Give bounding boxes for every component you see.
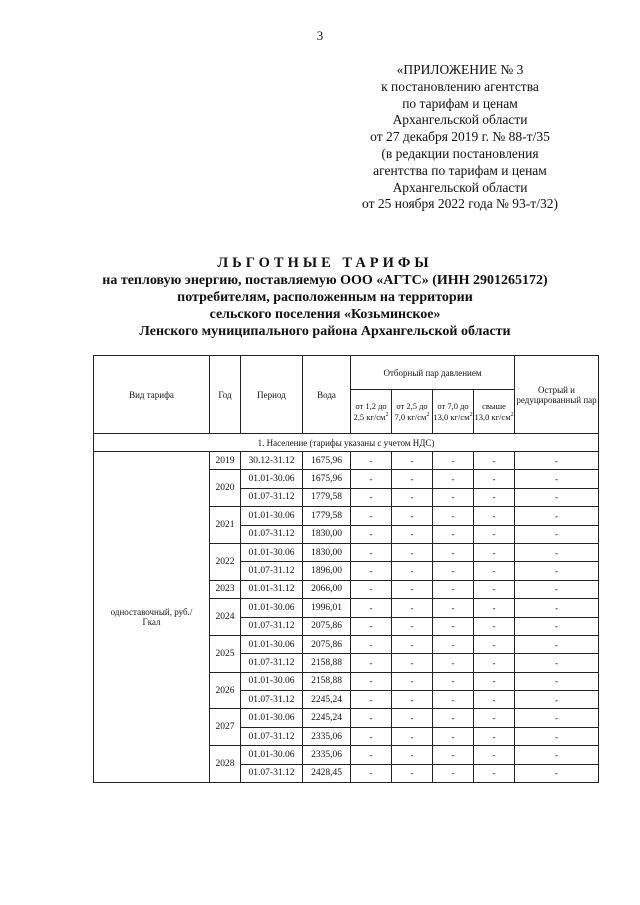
- year-cell: 2026: [210, 672, 241, 709]
- steam-value-cell: -: [433, 635, 474, 653]
- steam-value-cell: -: [433, 654, 474, 672]
- steam-value-cell: -: [392, 562, 433, 580]
- steam-value-cell: -: [474, 580, 515, 598]
- water-cell: 2245,24: [303, 709, 351, 727]
- acute-steam-value-cell: -: [515, 470, 599, 488]
- steam-value-cell: -: [474, 764, 515, 782]
- period-cell: 01.07-31.12: [241, 764, 303, 782]
- steam-value-cell: -: [351, 525, 392, 543]
- steam-value-cell: -: [351, 635, 392, 653]
- steam-value-cell: -: [433, 470, 474, 488]
- section-title: 1. Население (тарифы указаны с учетом НДС): [94, 434, 599, 452]
- steam-value-cell: -: [351, 617, 392, 635]
- steam-value-cell: -: [433, 488, 474, 506]
- acute-steam-value-cell: -: [515, 580, 599, 598]
- water-cell: 2335,06: [303, 746, 351, 764]
- steam-value-cell: -: [392, 635, 433, 653]
- steam-value-cell: -: [474, 507, 515, 525]
- steam-value-cell: -: [433, 709, 474, 727]
- steam-value-cell: -: [392, 764, 433, 782]
- appendix-line: «ПРИЛОЖЕНИЕ № 3: [396, 62, 524, 77]
- water-cell: 2158,88: [303, 654, 351, 672]
- period-cell: 01.07-31.12: [241, 562, 303, 580]
- header-steam-col: от 7,0 до 13,0 $кг/см^2$: [433, 390, 474, 434]
- steam-value-cell: -: [392, 452, 433, 470]
- steam-value-cell: -: [392, 617, 433, 635]
- steam-value-cell: -: [351, 746, 392, 764]
- appendix-line: от 27 декабря 2019 г. № 88-т/35: [370, 129, 550, 145]
- acute-steam-value-cell: -: [515, 452, 599, 470]
- period-cell: 01.07-31.12: [241, 691, 303, 709]
- acute-steam-value-cell: -: [515, 691, 599, 709]
- steam-value-cell: -: [392, 599, 433, 617]
- water-cell: 2075,86: [303, 635, 351, 653]
- year-cell: 2024: [210, 599, 241, 636]
- period-cell: 01.01-30.06: [241, 746, 303, 764]
- water-cell: 1830,00: [303, 543, 351, 561]
- period-cell: 01.01-30.06: [241, 543, 303, 561]
- steam-value-cell: -: [392, 580, 433, 598]
- steam-value-cell: -: [351, 507, 392, 525]
- period-cell: 01.07-31.12: [241, 727, 303, 745]
- steam-value-cell: -: [474, 543, 515, 561]
- steam-value-cell: -: [474, 599, 515, 617]
- steam-value-cell: -: [351, 727, 392, 745]
- steam-value-cell: -: [392, 709, 433, 727]
- header-steam-col: свыше 13,0 $кг/см^2$: [474, 390, 515, 434]
- header-year: Год: [210, 356, 241, 434]
- steam-value-cell: -: [392, 746, 433, 764]
- appendix-header: [340, 62, 580, 213]
- acute-steam-value-cell: -: [515, 562, 599, 580]
- page-number: 3: [316, 28, 324, 43]
- steam-value-cell: -: [433, 507, 474, 525]
- period-cell: 01.07-31.12: [241, 488, 303, 506]
- water-cell: 2075,86: [303, 617, 351, 635]
- steam-value-cell: -: [351, 709, 392, 727]
- steam-value-cell: -: [474, 562, 515, 580]
- steam-value-cell: -: [351, 470, 392, 488]
- main-title: ЛЬГОТНЫЕ ТАРИФЫ: [217, 255, 433, 271]
- water-cell: 2335,06: [303, 727, 351, 745]
- steam-value-cell: -: [474, 525, 515, 543]
- title-line: потребителям, расположенным на территории: [177, 290, 473, 305]
- acute-steam-value-cell: -: [515, 599, 599, 617]
- steam-value-cell: -: [392, 488, 433, 506]
- steam-value-cell: -: [351, 691, 392, 709]
- year-cell: 2021: [210, 507, 241, 544]
- steam-value-cell: -: [474, 672, 515, 690]
- steam-value-cell: -: [474, 691, 515, 709]
- steam-value-cell: -: [392, 507, 433, 525]
- steam-value-cell: -: [433, 525, 474, 543]
- steam-value-cell: -: [392, 543, 433, 561]
- period-cell: 01.07-31.12: [241, 525, 303, 543]
- water-cell: 1830,00: [303, 525, 351, 543]
- period-cell: 01.01-30.06: [241, 672, 303, 690]
- water-cell: 2245,24: [303, 691, 351, 709]
- water-cell: 2428,45: [303, 764, 351, 782]
- steam-value-cell: -: [433, 543, 474, 561]
- steam-value-cell: -: [351, 488, 392, 506]
- steam-value-cell: -: [351, 580, 392, 598]
- steam-value-cell: -: [474, 617, 515, 635]
- year-cell: 2022: [210, 543, 241, 580]
- header-water: Вода: [303, 356, 351, 434]
- period-cell: 30.12-31.12: [241, 452, 303, 470]
- steam-value-cell: -: [433, 764, 474, 782]
- steam-value-cell: -: [474, 452, 515, 470]
- steam-value-cell: -: [474, 635, 515, 653]
- title-line: на тепловую энергию, поставляемую ООО «АГТС» (ИНН 2901265172): [102, 273, 548, 288]
- appendix-line: Архангельской области: [392, 179, 528, 195]
- period-cell: 01.01-30.06: [241, 599, 303, 617]
- water-cell: 1996,01: [303, 599, 351, 617]
- steam-value-cell: -: [474, 654, 515, 672]
- period-cell: 01.07-31.12: [241, 654, 303, 672]
- water-cell: 2066,00: [303, 580, 351, 598]
- acute-steam-value-cell: -: [515, 507, 599, 525]
- steam-value-cell: -: [474, 470, 515, 488]
- acute-steam-value-cell: -: [515, 617, 599, 635]
- water-cell: 1896,00: [303, 562, 351, 580]
- appendix-line: от 25 ноября 2022 года № 93-т/32): [362, 196, 558, 212]
- appendix-line: по тарифам и ценам: [402, 95, 518, 111]
- year-cell: 2019: [210, 452, 241, 470]
- water-cell: 1675,96: [303, 452, 351, 470]
- steam-value-cell: -: [433, 452, 474, 470]
- steam-value-cell: -: [351, 562, 392, 580]
- header-steam-group: Отборный пар давлением: [351, 356, 515, 390]
- steam-value-cell: -: [351, 764, 392, 782]
- water-cell: 2158,88: [303, 672, 351, 690]
- steam-value-cell: -: [433, 727, 474, 745]
- water-cell: 1779,58: [303, 507, 351, 525]
- water-cell: 1779,58: [303, 488, 351, 506]
- title-line: Ленского муниципального района Архангельской области: [139, 324, 511, 339]
- steam-value-cell: -: [474, 746, 515, 764]
- steam-value-cell: -: [351, 543, 392, 561]
- water-cell: 1675,96: [303, 470, 351, 488]
- title-line: сельского поселения «Козьминское»: [209, 307, 441, 322]
- steam-value-cell: -: [351, 654, 392, 672]
- tariff-type-cell: одноставочный, руб./Гкал: [94, 452, 210, 783]
- steam-value-cell: -: [474, 488, 515, 506]
- year-cell: 2025: [210, 635, 241, 672]
- appendix-line: (в редакции постановления: [381, 145, 539, 161]
- steam-value-cell: -: [392, 727, 433, 745]
- year-cell: 2020: [210, 470, 241, 507]
- acute-steam-value-cell: -: [515, 746, 599, 764]
- period-cell: 01.01-30.06: [241, 709, 303, 727]
- steam-value-cell: -: [433, 562, 474, 580]
- acute-steam-value-cell: -: [515, 543, 599, 561]
- header-acute-steam: Острый и редуцированный пар: [515, 356, 599, 434]
- appendix-line: агентства по тарифам и ценам: [373, 162, 547, 178]
- acute-steam-value-cell: -: [515, 764, 599, 782]
- steam-value-cell: -: [474, 709, 515, 727]
- header-steam-col: от 1,2 до 2,5 $кг/см^2$: [351, 390, 392, 434]
- steam-value-cell: -: [351, 599, 392, 617]
- document-title: [90, 255, 560, 340]
- period-cell: 01.01-30.06: [241, 470, 303, 488]
- year-cell: 2023: [210, 580, 241, 598]
- steam-value-cell: -: [433, 672, 474, 690]
- period-cell: 01.01-30.06: [241, 635, 303, 653]
- header-period: Период: [241, 356, 303, 434]
- steam-value-cell: -: [433, 617, 474, 635]
- steam-value-cell: -: [474, 727, 515, 745]
- steam-value-cell: -: [392, 691, 433, 709]
- steam-value-cell: -: [392, 654, 433, 672]
- acute-steam-value-cell: -: [515, 709, 599, 727]
- appendix-line: к постановлению агентства: [381, 78, 539, 94]
- acute-steam-value-cell: -: [515, 672, 599, 690]
- steam-value-cell: -: [351, 672, 392, 690]
- steam-value-cell: -: [433, 580, 474, 598]
- header-steam-col: от 2,5 до 7,0 $кг/см^2$: [392, 390, 433, 434]
- steam-value-cell: -: [392, 470, 433, 488]
- year-cell: 2028: [210, 746, 241, 783]
- acute-steam-value-cell: -: [515, 635, 599, 653]
- acute-steam-value-cell: -: [515, 525, 599, 543]
- steam-value-cell: -: [392, 672, 433, 690]
- steam-value-cell: -: [433, 691, 474, 709]
- appendix-line: Архангельской области: [392, 112, 528, 128]
- steam-value-cell: -: [433, 746, 474, 764]
- acute-steam-value-cell: -: [515, 488, 599, 506]
- steam-value-cell: -: [433, 599, 474, 617]
- tariff-table: [93, 355, 599, 783]
- year-cell: 2027: [210, 709, 241, 746]
- period-cell: 01.01-31.12: [241, 580, 303, 598]
- acute-steam-value-cell: -: [515, 654, 599, 672]
- steam-value-cell: -: [351, 452, 392, 470]
- steam-value-cell: -: [392, 525, 433, 543]
- header-tariff-type: Вид тарифа: [94, 356, 210, 434]
- acute-steam-value-cell: -: [515, 727, 599, 745]
- period-cell: 01.07-31.12: [241, 617, 303, 635]
- period-cell: 01.01-30.06: [241, 507, 303, 525]
- table-row: [94, 452, 599, 470]
